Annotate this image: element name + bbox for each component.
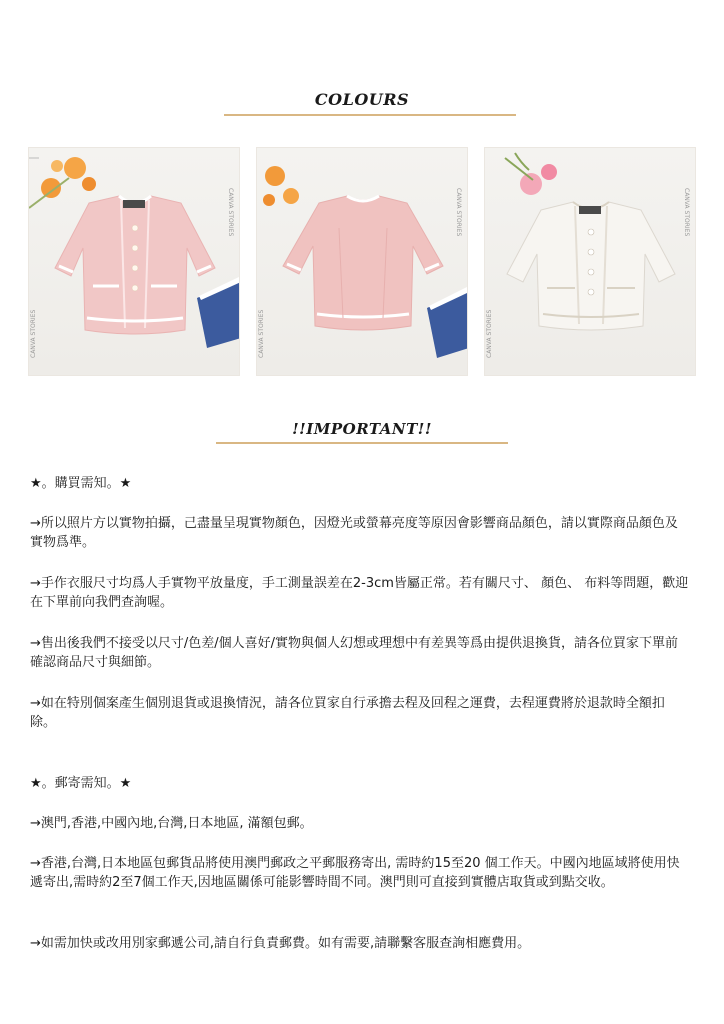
svg-text:CANVA STORIES: CANVA STORIES <box>30 309 37 358</box>
notice-measurement: →手作衣服尺寸均爲人手實物平放量度，手工測量誤差在2-3cm皆屬正常。若有關尺寸、 顏色、 布料等問題，歡迎在下單前向我們查詢喔。 <box>30 576 689 610</box>
product-photo-white-front <box>484 147 696 376</box>
heading-divider <box>216 442 508 444</box>
svg-text:CANVA STORIES: CANVA STORIES <box>486 309 493 358</box>
notice-no-returns: →售出後我們不接受以尺寸/色差/個人喜好/實物與個人幻想或理想中有差異等爲由提供退換貨，請各位買家下單前確認商品尺寸與細節。 <box>30 636 679 670</box>
product-photo-pink-front <box>28 147 240 376</box>
heading-divider <box>224 114 516 116</box>
notice-return-shipping: →如在特別個案產生個別退貨或退換情況，請各位買家自行承擔去程及回程之運費，去程運費將於退款時全額扣除。 <box>30 696 665 730</box>
shipping-free-regions: →澳門,香港,中國內地,台灣,日本地區, 滿額包郵。 <box>30 816 313 831</box>
svg-text:CANVA STORIES: CANVA STORIES <box>227 188 234 237</box>
flower-decoration <box>29 157 96 208</box>
flower-decoration <box>505 153 557 195</box>
colours-heading: COLOURS <box>314 90 410 109</box>
shipping-expedite: →如需加快或改用別家郵遞公司,請自行負責郵費。如有需要,請聯繫客服查詢相應費用。 <box>30 936 531 951</box>
svg-text:CANVA STORIES: CANVA STORIES <box>683 188 690 237</box>
shipping-notice-heading: ★。郵寄需知。★ <box>30 776 132 791</box>
notice-photo-color: →所以照片方以實物拍攝，己盡量呈現實物顏色，因燈光或螢幕亮度等原因會影響商品顏色，請以實際商品顏色及實物爲準。 <box>30 516 678 550</box>
svg-text:CANVA STORIES: CANVA STORIES <box>455 188 462 237</box>
product-photo-pink-back <box>256 147 468 376</box>
svg-text:CANVA STORIES: CANVA STORIES <box>258 309 265 358</box>
shipping-methods: →香港,台灣,日本地區包郵貨品將使用澳門郵政之平郵服務寄出, 需時約15至20 個工作天。中國內地區域將使用快遞寄出,需時約2至7個工作天,因地區關係可能影響時間不同。澳門則可直接到實體店取貨或到點交收。 <box>30 856 680 890</box>
important-heading: !!IMPORTANT!! <box>292 420 432 438</box>
flower-decoration <box>263 166 299 206</box>
purchase-notice-heading: ★。購買需知。★ <box>30 476 132 491</box>
